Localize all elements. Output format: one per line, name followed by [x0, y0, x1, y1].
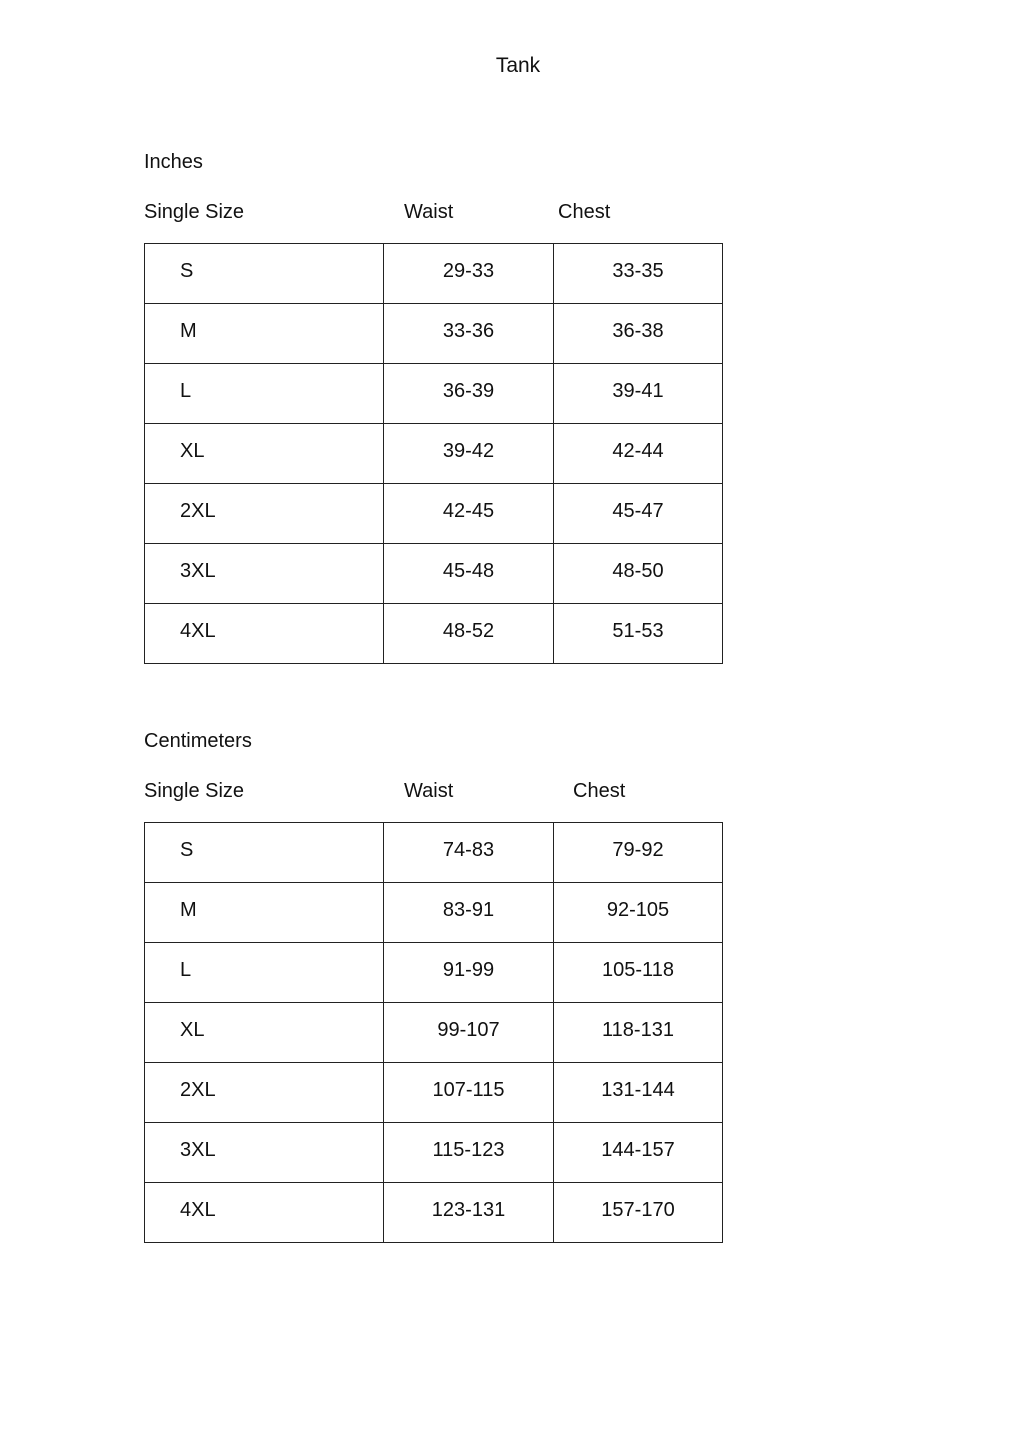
size-cell: S — [145, 823, 384, 883]
chest-cell: 33-35 — [554, 244, 723, 304]
table-row — [145, 424, 723, 484]
table-row — [145, 1003, 723, 1063]
waist-cell: 33-36 — [384, 304, 554, 364]
waist-cell: 48-52 — [384, 604, 554, 664]
table-row — [145, 1063, 723, 1123]
table-row — [145, 1123, 723, 1183]
table-row — [145, 484, 723, 544]
table-row — [145, 304, 723, 364]
table-row — [145, 244, 723, 304]
inches-header-chest: Chest — [558, 201, 611, 223]
table-row — [145, 544, 723, 604]
size-cell: XL — [145, 1003, 384, 1063]
centimeters-header-waist: Waist — [404, 780, 454, 802]
size-cell: S — [145, 244, 384, 304]
size-cell: 4XL — [145, 604, 384, 664]
centimeters-header-chest: Chest — [573, 780, 626, 802]
inches-header-waist: Waist — [404, 201, 454, 223]
waist-cell: 123-131 — [384, 1183, 554, 1243]
size-cell: L — [145, 364, 384, 424]
waist-cell: 45-48 — [384, 544, 554, 604]
chest-cell: 92-105 — [554, 883, 723, 943]
waist-cell: 36-39 — [384, 364, 554, 424]
size-cell: 4XL — [145, 1183, 384, 1243]
chest-cell: 42-44 — [554, 424, 723, 484]
page-title: Tank — [495, 54, 541, 77]
waist-cell: 74-83 — [384, 823, 554, 883]
table-row — [145, 943, 723, 1003]
chest-cell: 39-41 — [554, 364, 723, 424]
inches-header-size: Single Size — [144, 201, 245, 223]
size-cell: 2XL — [145, 484, 384, 544]
chest-cell: 131-144 — [554, 1063, 723, 1123]
table-row — [145, 883, 723, 943]
size-cell: XL — [145, 424, 384, 484]
centimeters-size-table — [144, 822, 723, 1243]
table-row — [145, 604, 723, 664]
inches-size-table — [144, 243, 723, 664]
size-cell: 2XL — [145, 1063, 384, 1123]
waist-cell: 83-91 — [384, 883, 554, 943]
chest-cell: 79-92 — [554, 823, 723, 883]
inches-section-label: Inches — [144, 151, 203, 173]
chest-cell: 48-50 — [554, 544, 723, 604]
centimeters-section-label: Centimeters — [144, 730, 252, 752]
centimeters-header-size: Single Size — [144, 780, 245, 802]
waist-cell: 39-42 — [384, 424, 554, 484]
size-cell: M — [145, 304, 384, 364]
chest-cell: 144-157 — [554, 1123, 723, 1183]
waist-cell: 42-45 — [384, 484, 554, 544]
chest-cell: 157-170 — [554, 1183, 723, 1243]
chest-cell: 36-38 — [554, 304, 723, 364]
chest-cell: 45-47 — [554, 484, 723, 544]
size-cell: M — [145, 883, 384, 943]
waist-cell: 99-107 — [384, 1003, 554, 1063]
waist-cell: 91-99 — [384, 943, 554, 1003]
size-cell: 3XL — [145, 1123, 384, 1183]
waist-cell: 107-115 — [384, 1063, 554, 1123]
waist-cell: 115-123 — [384, 1123, 554, 1183]
chest-cell: 105-118 — [554, 943, 723, 1003]
chest-cell: 51-53 — [554, 604, 723, 664]
size-cell: L — [145, 943, 384, 1003]
chest-cell: 118-131 — [554, 1003, 723, 1063]
table-row — [145, 823, 723, 883]
size-cell: 3XL — [145, 544, 384, 604]
table-row — [145, 364, 723, 424]
waist-cell: 29-33 — [384, 244, 554, 304]
table-row — [145, 1183, 723, 1243]
